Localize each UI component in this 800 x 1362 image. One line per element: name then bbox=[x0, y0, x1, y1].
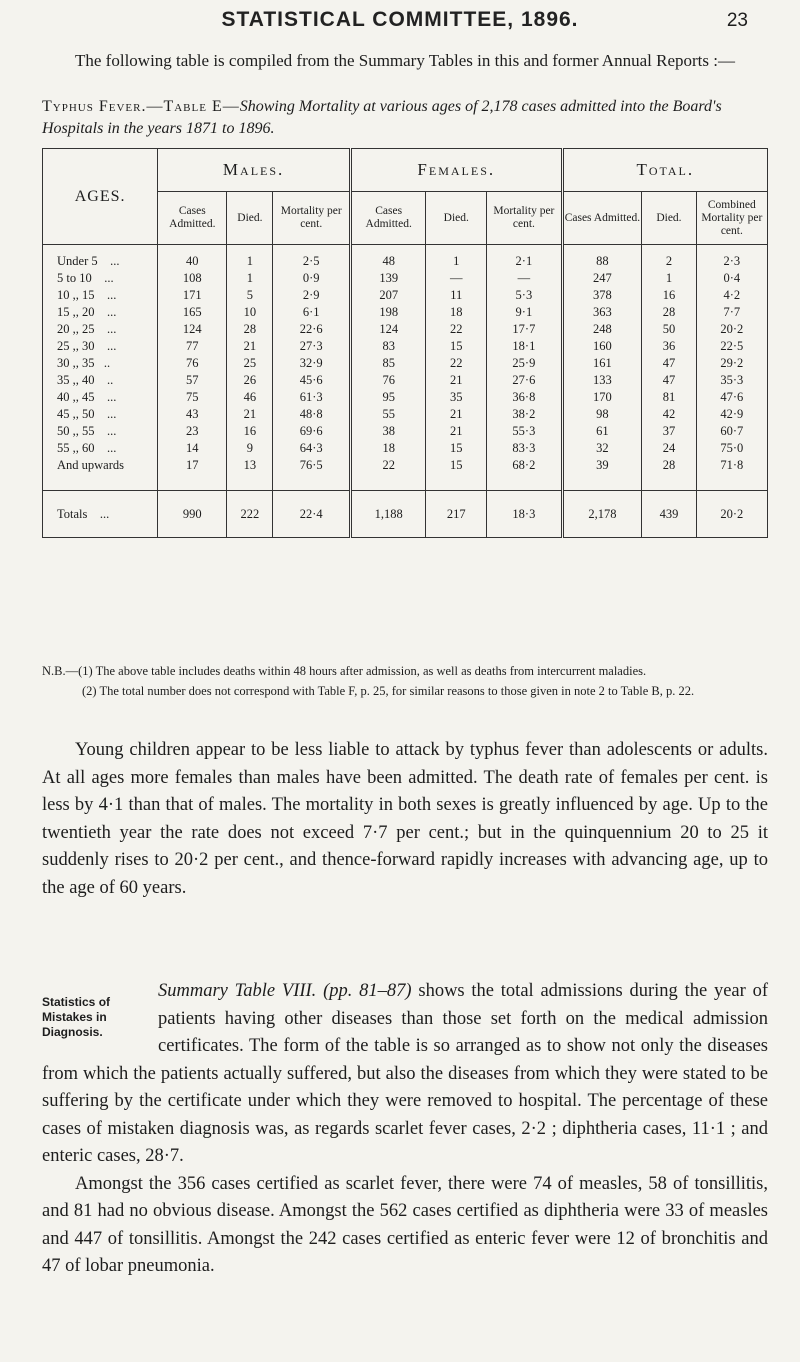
value-cell-m-mort: 2·5 bbox=[273, 245, 351, 271]
value-cell-m-adm: 171 bbox=[158, 287, 227, 304]
value-cell-t-adm: 98 bbox=[562, 406, 642, 423]
value-cell-t-adm: 248 bbox=[562, 321, 642, 338]
value-cell-m-mort: 22·6 bbox=[273, 321, 351, 338]
value-cell-m-mort: 48·8 bbox=[273, 406, 351, 423]
value-cell-t-adm: 88 bbox=[562, 245, 642, 271]
value-cell-t-died: 28 bbox=[642, 457, 696, 474]
value-cell-t-adm: 170 bbox=[562, 389, 642, 406]
value-cell-t-died: 50 bbox=[642, 321, 696, 338]
paragraph-2-text: shows the total admissions during the year of patients having other diseases than those set forth on the medical admission certificates. The form of the table is so arranged as to show not only the diseases from which the patients actually suffered, but also the diseases from which they were stated to be suffering by the certificate under which they were removed to hospital. The percentage of these cases of mistaken diagnosis was, as regards scarlet fever cases, 2·2 ; diphtheria cases, 11·1 ; and enteric cases, 28·7. bbox=[42, 981, 768, 1166]
age-cell: Under 5 ... bbox=[57, 254, 120, 268]
value-cell-t-mort: 7·7 bbox=[696, 304, 767, 321]
value-cell-t-died: 28 bbox=[642, 304, 696, 321]
spacer-row bbox=[43, 474, 768, 491]
value-cell-t-died: 36 bbox=[642, 338, 696, 355]
value-cell-m-mort: 6·1 bbox=[273, 304, 351, 321]
table-row bbox=[43, 338, 768, 355]
value-cell-m-adm: 75 bbox=[158, 389, 227, 406]
value-cell-f-adm: 83 bbox=[350, 338, 425, 355]
value-cell-t-adm: 363 bbox=[562, 304, 642, 321]
value-cell-t-died: 2 bbox=[642, 245, 696, 271]
age-cell: 25 ,, 30 ... bbox=[57, 339, 117, 353]
value-cell-m-adm: 108 bbox=[158, 270, 227, 287]
value-cell-f-mort: 5·3 bbox=[487, 287, 562, 304]
value-cell-f-adm: 55 bbox=[350, 406, 425, 423]
table-row bbox=[43, 270, 768, 287]
value-cell-m-died: 21 bbox=[227, 406, 273, 423]
table-row bbox=[43, 372, 768, 389]
value-cell-m-mort: 32·9 bbox=[273, 355, 351, 372]
col-total-died: Died. bbox=[642, 192, 696, 245]
age-cell: And upwards bbox=[57, 458, 125, 472]
page-number: 23 bbox=[726, 10, 748, 31]
value-cell-f-died: 15 bbox=[426, 338, 487, 355]
value-cell-m-died: 13 bbox=[227, 457, 273, 474]
age-cell: 50 ,, 55 ... bbox=[57, 424, 117, 438]
value-cell-t-adm: 39 bbox=[562, 457, 642, 474]
caption-rest: Showing Mortality at various ages of 2,178 cases admitted into the Board's Hospitals in the years 1871 to 1896. bbox=[42, 98, 722, 137]
value-cell-t-adm: 61 bbox=[562, 423, 642, 440]
age-cell: 40 ,, 45 ... bbox=[57, 390, 117, 404]
value-cell-m-adm: 77 bbox=[158, 338, 227, 355]
table-row bbox=[43, 287, 768, 304]
col-females-died: Died. bbox=[426, 192, 487, 245]
value-cell-f-adm: 76 bbox=[350, 372, 425, 389]
group-males: Males. bbox=[158, 149, 351, 192]
value-cell-m-adm: 43 bbox=[158, 406, 227, 423]
table-row bbox=[43, 245, 768, 271]
total-cell-f-mort: 18·3 bbox=[487, 491, 562, 538]
value-cell-f-adm: 48 bbox=[350, 245, 425, 271]
value-cell-t-adm: 247 bbox=[562, 270, 642, 287]
value-cell-f-adm: 22 bbox=[350, 457, 425, 474]
value-cell-f-mort: 36·8 bbox=[487, 389, 562, 406]
ages-header: AGES. bbox=[43, 149, 158, 245]
col-females-admitted: Cases Admitted. bbox=[350, 192, 425, 245]
value-cell-f-died: 21 bbox=[426, 423, 487, 440]
value-cell-t-mort: 4·2 bbox=[696, 287, 767, 304]
value-cell-f-adm: 18 bbox=[350, 440, 425, 457]
age-cell: 45 ,, 50 ... bbox=[57, 407, 117, 421]
col-total-combined: Combined Mortality per cent. bbox=[696, 192, 767, 245]
value-cell-t-died: 1 bbox=[642, 270, 696, 287]
value-cell-m-died: 16 bbox=[227, 423, 273, 440]
mortality-table bbox=[42, 148, 768, 538]
value-cell-m-adm: 23 bbox=[158, 423, 227, 440]
value-cell-t-adm: 133 bbox=[562, 372, 642, 389]
col-males-mortality: Mortality per cent. bbox=[273, 192, 351, 245]
value-cell-t-died: 24 bbox=[642, 440, 696, 457]
value-cell-m-mort: 45·6 bbox=[273, 372, 351, 389]
value-cell-m-adm: 17 bbox=[158, 457, 227, 474]
paragraph-3: Amongst the 356 cases certified as scarlet fever, there were 74 of measles, 58 of tonsillitis, and 81 had no obvious disease. Amongst the 562 cases certified as diphtheria were 33 of measles and 447 of tonsillitis. Amongst the 242 cases certified as enteric fever were 12 of bronchitis and 47 of lobar pneumonia. bbox=[42, 1173, 768, 1276]
age-cell: 5 to 10 ... bbox=[57, 271, 114, 285]
value-cell-t-mort: 47·6 bbox=[696, 389, 767, 406]
value-cell-m-died: 1 bbox=[227, 270, 273, 287]
value-cell-f-died: 1 bbox=[426, 245, 487, 271]
table-notes bbox=[42, 663, 768, 700]
value-cell-m-mort: 2·9 bbox=[273, 287, 351, 304]
age-cell: 20 ,, 25 ... bbox=[57, 322, 117, 336]
value-cell-t-mort: 35·3 bbox=[696, 372, 767, 389]
value-cell-f-mort: 18·1 bbox=[487, 338, 562, 355]
value-cell-f-died: 22 bbox=[426, 321, 487, 338]
age-cell: 10 ,, 15 ... bbox=[57, 288, 117, 302]
value-cell-m-died: 28 bbox=[227, 321, 273, 338]
value-cell-m-adm: 76 bbox=[158, 355, 227, 372]
value-cell-f-adm: 198 bbox=[350, 304, 425, 321]
total-cell-m-mort: 22·4 bbox=[273, 491, 351, 538]
age-cell: 35 ,, 40 .. bbox=[57, 373, 114, 387]
value-cell-f-mort: 27·6 bbox=[487, 372, 562, 389]
value-cell-f-died: — bbox=[426, 270, 487, 287]
value-cell-t-mort: 22·5 bbox=[696, 338, 767, 355]
value-cell-f-mort: 2·1 bbox=[487, 245, 562, 271]
total-cell-f-adm: 1,188 bbox=[350, 491, 425, 538]
value-cell-m-mort: 0·9 bbox=[273, 270, 351, 287]
table-row bbox=[43, 389, 768, 406]
value-cell-f-adm: 207 bbox=[350, 287, 425, 304]
caption-table-ref: —Table E— bbox=[146, 98, 240, 115]
table-row bbox=[43, 440, 768, 457]
col-males-admitted: Cases Admitted. bbox=[158, 192, 227, 245]
value-cell-t-mort: 71·8 bbox=[696, 457, 767, 474]
note-2: (2) The total number does not correspond with Table F, p. 25, for similar reasons to those given in note 2 to Table B, p. 22. bbox=[82, 684, 695, 698]
value-cell-m-died: 46 bbox=[227, 389, 273, 406]
body-text bbox=[42, 737, 768, 902]
value-cell-t-mort: 2·3 bbox=[696, 245, 767, 271]
value-cell-m-mort: 64·3 bbox=[273, 440, 351, 457]
value-cell-f-mort: 68·2 bbox=[487, 457, 562, 474]
value-cell-f-adm: 95 bbox=[350, 389, 425, 406]
page-header bbox=[0, 8, 800, 38]
value-cell-t-mort: 29·2 bbox=[696, 355, 767, 372]
value-cell-m-mort: 61·3 bbox=[273, 389, 351, 406]
value-cell-f-mort: 9·1 bbox=[487, 304, 562, 321]
value-cell-m-adm: 57 bbox=[158, 372, 227, 389]
value-cell-t-died: 81 bbox=[642, 389, 696, 406]
totals-row bbox=[43, 491, 768, 538]
summary-table-ref: Summary Table VIII. (pp. 81–87) bbox=[158, 981, 412, 1001]
margin-note: Statistics of Mistakes in Diagnosis. bbox=[42, 995, 111, 1039]
value-cell-m-died: 21 bbox=[227, 338, 273, 355]
value-cell-f-died: 15 bbox=[426, 457, 487, 474]
totals-label: Totals ... bbox=[43, 491, 158, 538]
value-cell-m-mort: 69·6 bbox=[273, 423, 351, 440]
value-cell-f-adm: 139 bbox=[350, 270, 425, 287]
value-cell-m-mort: 76·5 bbox=[273, 457, 351, 474]
note-1: N.B.—(1) The above table includes deaths within 48 hours after admission, as well as deaths from intercurrent maladies. bbox=[42, 664, 647, 678]
total-cell-t-adm: 2,178 bbox=[562, 491, 642, 538]
col-females-mortality: Mortality per cent. bbox=[487, 192, 562, 245]
table-row bbox=[43, 321, 768, 338]
value-cell-m-died: 26 bbox=[227, 372, 273, 389]
table-row bbox=[43, 304, 768, 321]
age-cell: 15 ,, 20 ... bbox=[57, 305, 117, 319]
value-cell-t-mort: 42·9 bbox=[696, 406, 767, 423]
value-cell-f-died: 22 bbox=[426, 355, 487, 372]
table-caption bbox=[42, 96, 762, 140]
paragraph-1: Young children appear to be less liable to attack by typhus fever than adolescents or adults. At all ages more females than males have been admitted. The death rate of females per cent. is less by 4·1 than that of males. The mortality in both sexes is greatly influenced by age. Up to the twentieth year the rate does not exceed 7·7 per cent.; but in the quinquennium 20 to 25 it suddenly rises to 20·2 per cent., and thence-forward rapidly increases with advancing age, up to the age of 60 years. bbox=[42, 740, 768, 898]
value-cell-m-adm: 40 bbox=[158, 245, 227, 271]
value-cell-t-died: 16 bbox=[642, 287, 696, 304]
value-cell-f-died: 21 bbox=[426, 372, 487, 389]
value-cell-t-adm: 378 bbox=[562, 287, 642, 304]
value-cell-m-died: 5 bbox=[227, 287, 273, 304]
value-cell-m-died: 1 bbox=[227, 245, 273, 271]
total-cell-t-died: 439 bbox=[642, 491, 696, 538]
value-cell-m-mort: 27·3 bbox=[273, 338, 351, 355]
total-cell-m-died: 222 bbox=[227, 491, 273, 538]
intro-paragraph bbox=[42, 50, 762, 72]
value-cell-f-mort: 25·9 bbox=[487, 355, 562, 372]
value-cell-t-mort: 60·7 bbox=[696, 423, 767, 440]
value-cell-f-mort: 38·2 bbox=[487, 406, 562, 423]
value-cell-m-died: 25 bbox=[227, 355, 273, 372]
value-cell-f-died: 11 bbox=[426, 287, 487, 304]
value-cell-t-mort: 20·2 bbox=[696, 321, 767, 338]
value-cell-t-died: 47 bbox=[642, 355, 696, 372]
value-cell-m-adm: 14 bbox=[158, 440, 227, 457]
value-cell-m-died: 10 bbox=[227, 304, 273, 321]
value-cell-t-died: 47 bbox=[642, 372, 696, 389]
value-cell-t-died: 37 bbox=[642, 423, 696, 440]
value-cell-f-mort: 17·7 bbox=[487, 321, 562, 338]
value-cell-t-adm: 160 bbox=[562, 338, 642, 355]
age-cell: 30 ,, 35 .. bbox=[57, 356, 111, 370]
value-cell-m-died: 9 bbox=[227, 440, 273, 457]
table-row bbox=[43, 423, 768, 440]
value-cell-f-died: 35 bbox=[426, 389, 487, 406]
age-cell: 55 ,, 60 ... bbox=[57, 441, 117, 455]
value-cell-f-died: 15 bbox=[426, 440, 487, 457]
table-row bbox=[43, 355, 768, 372]
value-cell-m-adm: 165 bbox=[158, 304, 227, 321]
value-cell-t-adm: 32 bbox=[562, 440, 642, 457]
value-cell-f-died: 18 bbox=[426, 304, 487, 321]
table-row bbox=[43, 406, 768, 423]
col-total-admitted: Cases Admitted. bbox=[562, 192, 642, 245]
value-cell-t-mort: 0·4 bbox=[696, 270, 767, 287]
value-cell-t-adm: 161 bbox=[562, 355, 642, 372]
value-cell-f-adm: 38 bbox=[350, 423, 425, 440]
total-cell-m-adm: 990 bbox=[158, 491, 227, 538]
value-cell-f-mort: — bbox=[487, 270, 562, 287]
value-cell-t-died: 42 bbox=[642, 406, 696, 423]
intro-text: The following table is compiled from the Summary Tables in this and former Annual Reports :— bbox=[75, 51, 735, 70]
value-cell-f-died: 21 bbox=[426, 406, 487, 423]
table-row bbox=[43, 457, 768, 474]
running-title: STATISTICAL COMMITTEE, 1896. bbox=[221, 8, 579, 31]
value-cell-f-mort: 55·3 bbox=[487, 423, 562, 440]
value-cell-f-adm: 124 bbox=[350, 321, 425, 338]
value-cell-t-mort: 75·0 bbox=[696, 440, 767, 457]
group-females: Females. bbox=[350, 149, 562, 192]
value-cell-m-adm: 124 bbox=[158, 321, 227, 338]
total-cell-t-mort: 20·2 bbox=[696, 491, 767, 538]
value-cell-f-mort: 83·3 bbox=[487, 440, 562, 457]
caption-lead: Typhus Fever. bbox=[42, 98, 147, 115]
total-cell-f-died: 217 bbox=[426, 491, 487, 538]
value-cell-f-adm: 85 bbox=[350, 355, 425, 372]
group-total: Total. bbox=[562, 149, 767, 192]
col-males-died: Died. bbox=[227, 192, 273, 245]
